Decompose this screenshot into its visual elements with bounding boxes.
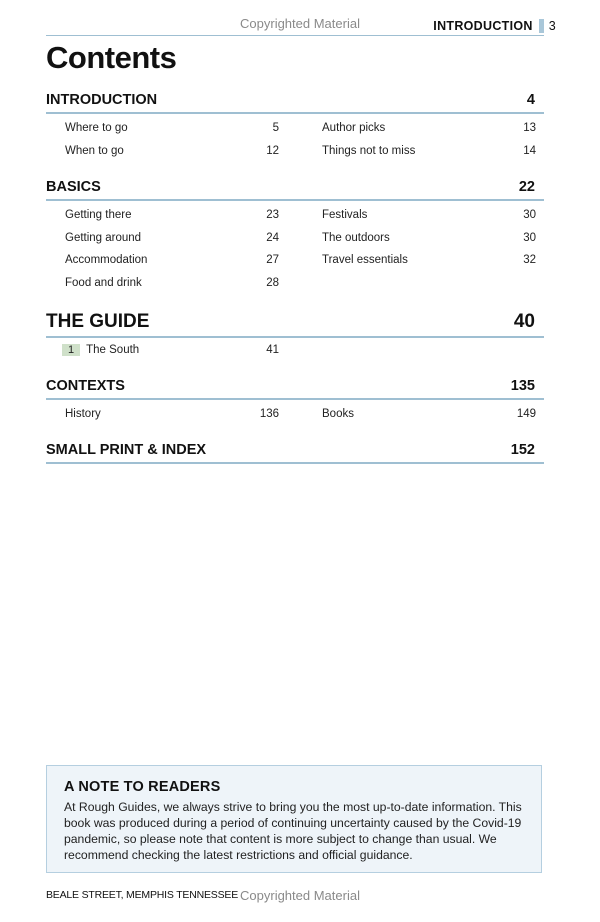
toc-section-the-guide [46, 310, 544, 367]
toc-row [46, 277, 544, 300]
section-page: 22 [518, 179, 535, 195]
running-head [433, 19, 556, 33]
copyright-watermark-bottom: Copyrighted Material [240, 888, 360, 903]
toc-row [46, 232, 544, 255]
note-body: At Rough Guides, we always strive to bring you the most up-to-date information. This book was produced during a period of continuing uncertainty caused by the Covid-19 pandemic, so please note that content is more subject to change than usual. We recommend checking the latest restrictions and official guidance. [64, 800, 522, 862]
entry-page: 136 [259, 408, 279, 420]
entry-label: Food and drink [65, 276, 142, 289]
entry-page: 149 [516, 408, 536, 420]
note-to-readers-box [46, 765, 542, 873]
entry-label: The South [86, 344, 140, 356]
running-head-section: INTRODUCTION [433, 19, 533, 33]
toc-row [46, 122, 544, 145]
entry-label: Festivals [322, 209, 368, 221]
toc-section-small-print-index [46, 440, 544, 464]
section-heading[interactable] [46, 177, 544, 201]
entry-page: 5 [272, 122, 279, 134]
toc-section-contexts [46, 376, 544, 431]
entry-label: When to go [65, 144, 124, 157]
section-page: 40 [513, 311, 535, 332]
chapter-number-badge: 1 [62, 344, 80, 356]
section-heading[interactable] [46, 310, 544, 338]
running-head-marker [539, 19, 544, 33]
toc-row [46, 254, 544, 277]
section-title: CONTEXTS [46, 378, 125, 394]
entry-page: 30 [523, 209, 536, 221]
entry-page: 13 [523, 122, 536, 134]
entry-label: The outdoors [322, 231, 390, 244]
section-page: 4 [526, 92, 535, 108]
section-heading[interactable] [46, 90, 544, 114]
toc-row [46, 145, 544, 168]
entry-label: Getting there [65, 209, 132, 221]
section-heading[interactable] [46, 376, 544, 400]
section-page: 152 [510, 442, 535, 458]
toc-row [46, 344, 544, 367]
section-title: SMALL PRINT & INDEX [46, 442, 207, 458]
page-number: 3 [548, 19, 556, 33]
page-title: Contents [46, 40, 177, 75]
section-page: 135 [510, 378, 535, 394]
entry-page: 30 [523, 231, 536, 244]
entry-page: 27 [266, 254, 279, 266]
toc-row [46, 209, 544, 232]
entry-label: Books [322, 408, 354, 420]
toc-section-basics [46, 177, 544, 299]
toc-section-introduction [46, 90, 544, 167]
entry-page: 12 [266, 144, 279, 157]
entry-label: History [65, 408, 101, 420]
chapter-entry [62, 344, 139, 356]
section-title: THE GUIDE [46, 311, 150, 332]
section-title: INTRODUCTION [46, 92, 158, 108]
header-rule [46, 35, 544, 36]
entry-page: 28 [266, 276, 279, 289]
entry-page: 23 [266, 209, 279, 221]
entry-label: Travel essentials [322, 254, 408, 266]
entry-page: 41 [266, 344, 279, 356]
copyright-watermark-top: Copyrighted Material [240, 16, 360, 31]
entry-label: Things not to miss [322, 144, 416, 157]
photo-caption: BEALE STREET, MEMPHIS TENNESSEE [46, 889, 238, 901]
section-title: BASICS [46, 179, 101, 195]
entry-label: Author picks [322, 122, 386, 134]
entry-label: Where to go [65, 122, 128, 134]
entry-label: Accommodation [65, 254, 148, 266]
section-heading[interactable] [46, 440, 544, 464]
entry-page: 32 [523, 254, 536, 266]
toc-row [46, 408, 544, 431]
note-title: A NOTE TO READERS [64, 779, 221, 795]
entry-label: Getting around [65, 231, 142, 244]
entry-page: 24 [266, 231, 279, 244]
entry-page: 14 [523, 144, 536, 157]
